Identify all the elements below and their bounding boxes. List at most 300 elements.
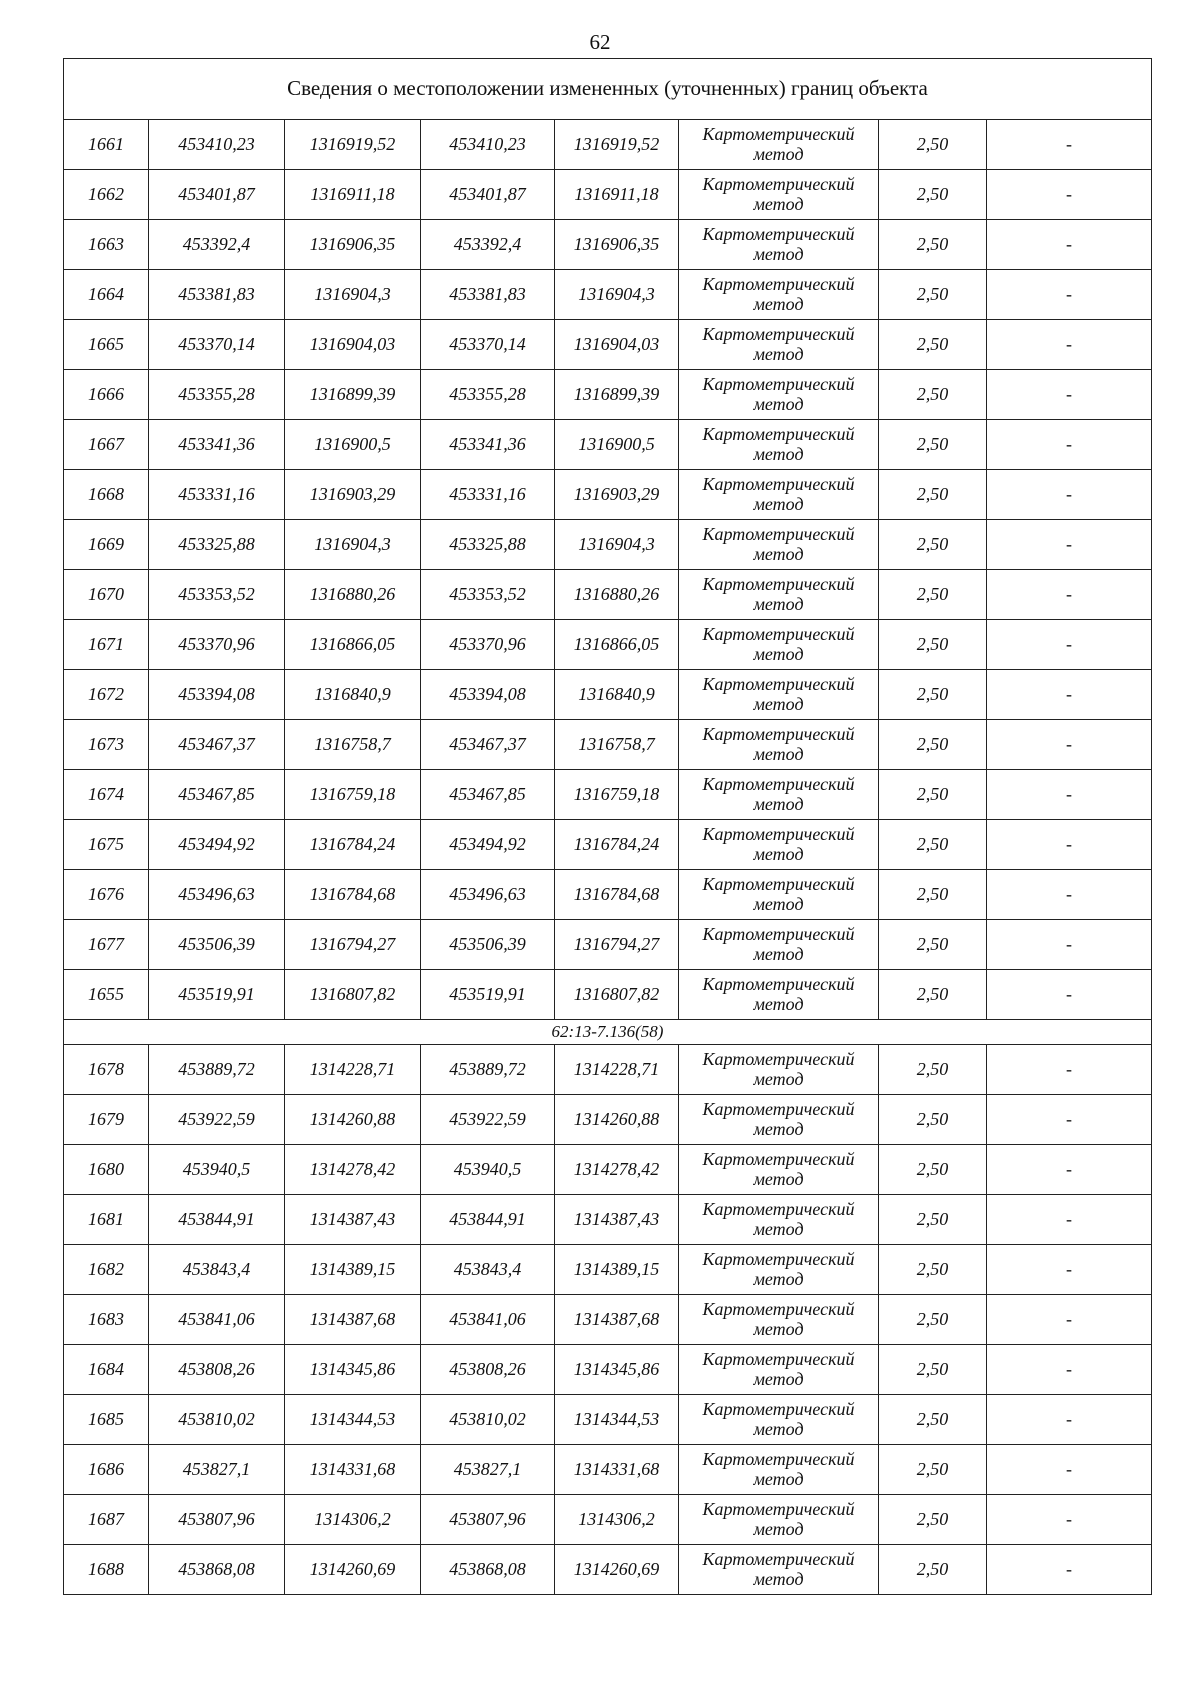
table-row — [64, 120, 1152, 170]
point-number-cell: 1662 — [64, 170, 149, 220]
x-existing-cell: 453868,08 — [149, 1545, 285, 1595]
method-cell — [679, 770, 879, 820]
x-refined-cell: 453467,85 — [421, 770, 555, 820]
method-line: метод — [753, 843, 804, 864]
remark-cell: - — [987, 120, 1152, 170]
method-cell — [679, 1495, 879, 1545]
point-number-cell: 1682 — [64, 1245, 149, 1295]
point-number-cell: 1675 — [64, 820, 149, 870]
point-number-cell: 1655 — [64, 970, 149, 1020]
point-number-cell: 1681 — [64, 1195, 149, 1245]
x-existing-cell: 453370,96 — [149, 620, 285, 670]
remark-cell: - — [987, 970, 1152, 1020]
method-line: Картометрический — [702, 1298, 855, 1319]
x-refined-cell: 453370,96 — [421, 620, 555, 670]
table-row — [64, 1295, 1152, 1345]
method-cell — [679, 320, 879, 370]
y-existing-cell: 1316919,52 — [285, 120, 421, 170]
method-line: Картометрический — [702, 223, 855, 244]
point-number-cell: 1688 — [64, 1545, 149, 1595]
remark-cell: - — [987, 620, 1152, 670]
x-refined-cell: 453844,91 — [421, 1195, 555, 1245]
page-number: 62 — [589, 30, 611, 54]
method-line: метод — [753, 793, 804, 814]
remark-cell: - — [987, 1095, 1152, 1145]
y-refined-cell: 1314387,43 — [555, 1195, 679, 1245]
accuracy-cell: 2,50 — [879, 520, 987, 570]
method-cell — [679, 870, 879, 920]
table-row — [64, 920, 1152, 970]
y-refined-cell: 1314387,68 — [555, 1295, 679, 1345]
y-existing-cell: 1314260,69 — [285, 1545, 421, 1595]
method-line: Картометрический — [702, 1448, 855, 1469]
method-cell — [679, 1245, 879, 1295]
y-existing-cell: 1316906,35 — [285, 220, 421, 270]
method-line: Картометрический — [702, 1348, 855, 1369]
accuracy-cell: 2,50 — [879, 570, 987, 620]
y-existing-cell: 1314345,86 — [285, 1345, 421, 1395]
y-refined-cell: 1316904,3 — [555, 270, 679, 320]
table-row — [64, 820, 1152, 870]
y-existing-cell: 1316759,18 — [285, 770, 421, 820]
point-number-cell: 1671 — [64, 620, 149, 670]
x-existing-cell: 453467,85 — [149, 770, 285, 820]
method-line: метод — [753, 1468, 804, 1489]
table-row — [64, 670, 1152, 720]
y-existing-cell: 1314306,2 — [285, 1495, 421, 1545]
y-existing-cell: 1316904,03 — [285, 320, 421, 370]
accuracy-cell: 2,50 — [879, 920, 987, 970]
remark-cell: - — [987, 570, 1152, 620]
accuracy-cell: 2,50 — [879, 1495, 987, 1545]
method-line: Картометрический — [702, 523, 855, 544]
method-line: метод — [753, 743, 804, 764]
method-line: Картометрический — [702, 823, 855, 844]
point-number-cell: 1669 — [64, 520, 149, 570]
table-row — [64, 320, 1152, 370]
x-refined-cell: 453889,72 — [421, 1045, 555, 1095]
remark-cell: - — [987, 170, 1152, 220]
remark-cell: - — [987, 1545, 1152, 1595]
accuracy-cell: 2,50 — [879, 1295, 987, 1345]
y-existing-cell: 1316840,9 — [285, 670, 421, 720]
y-existing-cell: 1316900,5 — [285, 420, 421, 470]
x-refined-cell: 453496,63 — [421, 870, 555, 920]
remark-cell: - — [987, 1445, 1152, 1495]
accuracy-cell: 2,50 — [879, 1395, 987, 1445]
y-refined-cell: 1314228,71 — [555, 1045, 679, 1095]
method-line: метод — [753, 1418, 804, 1439]
y-refined-cell: 1316807,82 — [555, 970, 679, 1020]
x-existing-cell: 453401,87 — [149, 170, 285, 220]
x-existing-cell: 453519,91 — [149, 970, 285, 1020]
x-existing-cell: 453843,4 — [149, 1245, 285, 1295]
point-number-cell: 1686 — [64, 1445, 149, 1495]
x-refined-cell: 453394,08 — [421, 670, 555, 720]
remark-cell: - — [987, 920, 1152, 970]
method-line: метод — [753, 543, 804, 564]
table-row — [64, 1395, 1152, 1445]
y-refined-cell: 1316758,7 — [555, 720, 679, 770]
accuracy-cell: 2,50 — [879, 170, 987, 220]
method-cell — [679, 1345, 879, 1395]
y-existing-cell: 1314278,42 — [285, 1145, 421, 1195]
remark-cell: - — [987, 1295, 1152, 1345]
x-existing-cell: 453496,63 — [149, 870, 285, 920]
y-refined-cell: 1316904,3 — [555, 520, 679, 570]
x-existing-cell: 453810,02 — [149, 1395, 285, 1445]
method-line: метод — [753, 943, 804, 964]
table-row — [64, 1445, 1152, 1495]
accuracy-cell: 2,50 — [879, 820, 987, 870]
table-row — [64, 420, 1152, 470]
method-line: метод — [753, 693, 804, 714]
method-line: метод — [753, 1118, 804, 1139]
method-cell — [679, 370, 879, 420]
y-refined-cell: 1316784,24 — [555, 820, 679, 870]
point-number-cell: 1665 — [64, 320, 149, 370]
x-existing-cell: 453467,37 — [149, 720, 285, 770]
x-refined-cell: 453410,23 — [421, 120, 555, 170]
table-row — [64, 1145, 1152, 1195]
point-number-cell: 1677 — [64, 920, 149, 970]
x-existing-cell: 453325,88 — [149, 520, 285, 570]
table-row — [64, 520, 1152, 570]
x-refined-cell: 453381,83 — [421, 270, 555, 320]
remark-cell: - — [987, 1245, 1152, 1295]
method-line: Картометрический — [702, 673, 855, 694]
method-cell — [679, 420, 879, 470]
method-line: метод — [753, 1268, 804, 1289]
method-line: метод — [753, 1218, 804, 1239]
point-number-cell: 1680 — [64, 1145, 149, 1195]
section-label: 62:13-7.136(58) — [64, 1020, 1152, 1045]
method-cell — [679, 670, 879, 720]
remark-cell: - — [987, 1045, 1152, 1095]
y-existing-cell: 1316807,82 — [285, 970, 421, 1020]
y-existing-cell: 1316903,29 — [285, 470, 421, 520]
method-cell — [679, 620, 879, 670]
y-existing-cell: 1314260,88 — [285, 1095, 421, 1145]
table-row — [64, 220, 1152, 270]
x-refined-cell: 453810,02 — [421, 1395, 555, 1445]
x-existing-cell: 453506,39 — [149, 920, 285, 970]
table-row — [64, 570, 1152, 620]
method-line: Картометрический — [702, 773, 855, 794]
y-refined-cell: 1314260,88 — [555, 1095, 679, 1145]
method-line: метод — [753, 1168, 804, 1189]
method-cell — [679, 1395, 879, 1445]
remark-cell: - — [987, 1395, 1152, 1445]
x-refined-cell: 453843,4 — [421, 1245, 555, 1295]
x-existing-cell: 453940,5 — [149, 1145, 285, 1195]
method-line: Картометрический — [702, 573, 855, 594]
y-refined-cell: 1316784,68 — [555, 870, 679, 920]
method-cell — [679, 1295, 879, 1345]
x-refined-cell: 453392,4 — [421, 220, 555, 270]
table-row — [64, 1345, 1152, 1395]
y-existing-cell: 1316904,3 — [285, 520, 421, 570]
x-existing-cell: 453827,1 — [149, 1445, 285, 1495]
y-existing-cell: 1314331,68 — [285, 1445, 421, 1495]
x-existing-cell: 453808,26 — [149, 1345, 285, 1395]
method-line: Картометрический — [702, 123, 855, 144]
method-line: метод — [753, 143, 804, 164]
y-refined-cell: 1316919,52 — [555, 120, 679, 170]
method-cell — [679, 570, 879, 620]
y-existing-cell: 1316758,7 — [285, 720, 421, 770]
point-number-cell: 1666 — [64, 370, 149, 420]
method-line: метод — [753, 443, 804, 464]
method-line: Картометрический — [702, 273, 855, 294]
x-existing-cell: 453392,4 — [149, 220, 285, 270]
method-cell — [679, 1545, 879, 1595]
y-existing-cell: 1316880,26 — [285, 570, 421, 620]
accuracy-cell: 2,50 — [879, 1045, 987, 1095]
table-row — [64, 470, 1152, 520]
remark-cell: - — [987, 370, 1152, 420]
method-line: метод — [753, 1318, 804, 1339]
section-row — [64, 1020, 1152, 1045]
y-existing-cell: 1316794,27 — [285, 920, 421, 970]
table-row — [64, 1045, 1152, 1095]
y-refined-cell: 1316840,9 — [555, 670, 679, 720]
y-refined-cell: 1316911,18 — [555, 170, 679, 220]
accuracy-cell: 2,50 — [879, 320, 987, 370]
accuracy-cell: 2,50 — [879, 220, 987, 270]
method-line: Картометрический — [702, 373, 855, 394]
x-existing-cell: 453331,16 — [149, 470, 285, 520]
point-number-cell: 1685 — [64, 1395, 149, 1445]
method-line: метод — [753, 493, 804, 514]
point-number-cell: 1661 — [64, 120, 149, 170]
method-cell — [679, 1195, 879, 1245]
point-number-cell: 1684 — [64, 1345, 149, 1395]
method-line: Картометрический — [702, 173, 855, 194]
y-refined-cell: 1314345,86 — [555, 1345, 679, 1395]
x-existing-cell: 453341,36 — [149, 420, 285, 470]
remark-cell: - — [987, 420, 1152, 470]
y-refined-cell: 1316904,03 — [555, 320, 679, 370]
method-line: метод — [753, 293, 804, 314]
x-refined-cell: 453827,1 — [421, 1445, 555, 1495]
remark-cell: - — [987, 470, 1152, 520]
x-refined-cell: 453808,26 — [421, 1345, 555, 1395]
y-existing-cell: 1314389,15 — [285, 1245, 421, 1295]
accuracy-cell: 2,50 — [879, 720, 987, 770]
point-number-cell: 1672 — [64, 670, 149, 720]
method-cell — [679, 270, 879, 320]
method-line: Картометрический — [702, 1398, 855, 1419]
accuracy-cell: 2,50 — [879, 1195, 987, 1245]
method-line: Картометрический — [702, 323, 855, 344]
point-number-cell: 1683 — [64, 1295, 149, 1345]
method-line: Картометрический — [702, 473, 855, 494]
method-line: Картометрический — [702, 1548, 855, 1569]
x-refined-cell: 453467,37 — [421, 720, 555, 770]
coordinates-table — [63, 58, 1152, 1595]
x-refined-cell: 453940,5 — [421, 1145, 555, 1195]
remark-cell: - — [987, 770, 1152, 820]
accuracy-cell: 2,50 — [879, 1345, 987, 1395]
table-row — [64, 620, 1152, 670]
y-existing-cell: 1316866,05 — [285, 620, 421, 670]
x-refined-cell: 453807,96 — [421, 1495, 555, 1545]
accuracy-cell: 2,50 — [879, 120, 987, 170]
x-refined-cell: 453401,87 — [421, 170, 555, 220]
table-row — [64, 170, 1152, 220]
table-row — [64, 1095, 1152, 1145]
remark-cell: - — [987, 670, 1152, 720]
method-line: Картометрический — [702, 723, 855, 744]
accuracy-cell: 2,50 — [879, 1445, 987, 1495]
remark-cell: - — [987, 720, 1152, 770]
x-existing-cell: 453410,23 — [149, 120, 285, 170]
accuracy-cell: 2,50 — [879, 270, 987, 320]
method-line: метод — [753, 343, 804, 364]
y-existing-cell: 1316899,39 — [285, 370, 421, 420]
method-line: Картометрический — [702, 423, 855, 444]
remark-cell: - — [987, 1145, 1152, 1195]
method-cell — [679, 520, 879, 570]
method-line: метод — [753, 893, 804, 914]
method-line: Картометрический — [702, 973, 855, 994]
y-refined-cell: 1316866,05 — [555, 620, 679, 670]
remark-cell: - — [987, 820, 1152, 870]
remark-cell: - — [987, 1495, 1152, 1545]
table-row — [64, 1495, 1152, 1545]
point-number-cell: 1667 — [64, 420, 149, 470]
x-refined-cell: 453353,52 — [421, 570, 555, 620]
table-row — [64, 970, 1152, 1020]
y-refined-cell: 1316900,5 — [555, 420, 679, 470]
method-cell — [679, 720, 879, 770]
x-refined-cell: 453868,08 — [421, 1545, 555, 1595]
method-cell — [679, 820, 879, 870]
method-line: Картометрический — [702, 1248, 855, 1269]
method-line: Картометрический — [702, 923, 855, 944]
method-line: Картометрический — [702, 1498, 855, 1519]
x-existing-cell: 453353,52 — [149, 570, 285, 620]
table-title-row — [64, 59, 1152, 120]
y-existing-cell: 1316911,18 — [285, 170, 421, 220]
method-cell — [679, 1095, 879, 1145]
remark-cell: - — [987, 220, 1152, 270]
y-existing-cell: 1314344,53 — [285, 1395, 421, 1445]
x-refined-cell: 453494,92 — [421, 820, 555, 870]
method-cell — [679, 970, 879, 1020]
x-existing-cell: 453922,59 — [149, 1095, 285, 1145]
y-refined-cell: 1316899,39 — [555, 370, 679, 420]
point-number-cell: 1678 — [64, 1045, 149, 1095]
point-number-cell: 1687 — [64, 1495, 149, 1545]
accuracy-cell: 2,50 — [879, 970, 987, 1020]
x-existing-cell: 453394,08 — [149, 670, 285, 720]
method-line: Картометрический — [702, 873, 855, 894]
accuracy-cell: 2,50 — [879, 1095, 987, 1145]
method-cell — [679, 1145, 879, 1195]
point-number-cell: 1673 — [64, 720, 149, 770]
point-number-cell: 1676 — [64, 870, 149, 920]
x-existing-cell: 453841,06 — [149, 1295, 285, 1345]
x-existing-cell: 453381,83 — [149, 270, 285, 320]
remark-cell: - — [987, 520, 1152, 570]
method-line: метод — [753, 243, 804, 264]
y-existing-cell: 1316904,3 — [285, 270, 421, 320]
remark-cell: - — [987, 1345, 1152, 1395]
method-line: метод — [753, 393, 804, 414]
table-row — [64, 270, 1152, 320]
method-cell — [679, 470, 879, 520]
x-existing-cell: 453355,28 — [149, 370, 285, 420]
y-refined-cell: 1316880,26 — [555, 570, 679, 620]
method-line: Картометрический — [702, 1148, 855, 1169]
x-refined-cell: 453325,88 — [421, 520, 555, 570]
method-cell — [679, 120, 879, 170]
method-line: метод — [753, 193, 804, 214]
x-refined-cell: 453519,91 — [421, 970, 555, 1020]
x-existing-cell: 453844,91 — [149, 1195, 285, 1245]
method-line: метод — [753, 643, 804, 664]
method-line: Картометрический — [702, 623, 855, 644]
accuracy-cell: 2,50 — [879, 620, 987, 670]
y-refined-cell: 1314278,42 — [555, 1145, 679, 1195]
method-cell — [679, 1445, 879, 1495]
y-refined-cell: 1314260,69 — [555, 1545, 679, 1595]
point-number-cell: 1663 — [64, 220, 149, 270]
method-line: Картометрический — [702, 1098, 855, 1119]
y-refined-cell: 1316906,35 — [555, 220, 679, 270]
accuracy-cell: 2,50 — [879, 1245, 987, 1295]
method-cell — [679, 170, 879, 220]
method-line: метод — [753, 1568, 804, 1589]
table-row — [64, 720, 1152, 770]
remark-cell: - — [987, 320, 1152, 370]
x-refined-cell: 453922,59 — [421, 1095, 555, 1145]
accuracy-cell: 2,50 — [879, 1545, 987, 1595]
table-row — [64, 1545, 1152, 1595]
remark-cell: - — [987, 1195, 1152, 1245]
x-refined-cell: 453355,28 — [421, 370, 555, 420]
accuracy-cell: 2,50 — [879, 670, 987, 720]
method-line: метод — [753, 993, 804, 1014]
y-refined-cell: 1316903,29 — [555, 470, 679, 520]
accuracy-cell: 2,50 — [879, 870, 987, 920]
y-existing-cell: 1314387,68 — [285, 1295, 421, 1345]
table-row — [64, 770, 1152, 820]
y-refined-cell: 1314331,68 — [555, 1445, 679, 1495]
method-line: метод — [753, 1068, 804, 1089]
y-refined-cell: 1314344,53 — [555, 1395, 679, 1445]
accuracy-cell: 2,50 — [879, 370, 987, 420]
y-existing-cell: 1314387,43 — [285, 1195, 421, 1245]
y-refined-cell: 1314306,2 — [555, 1495, 679, 1545]
method-cell — [679, 220, 879, 270]
accuracy-cell: 2,50 — [879, 470, 987, 520]
point-number-cell: 1674 — [64, 770, 149, 820]
remark-cell: - — [987, 270, 1152, 320]
x-refined-cell: 453370,14 — [421, 320, 555, 370]
y-refined-cell: 1316759,18 — [555, 770, 679, 820]
accuracy-cell: 2,50 — [879, 1145, 987, 1195]
method-line: метод — [753, 1518, 804, 1539]
method-cell — [679, 1045, 879, 1095]
y-existing-cell: 1316784,24 — [285, 820, 421, 870]
x-refined-cell: 453341,36 — [421, 420, 555, 470]
x-refined-cell: 453331,16 — [421, 470, 555, 520]
table-row — [64, 870, 1152, 920]
accuracy-cell: 2,50 — [879, 420, 987, 470]
